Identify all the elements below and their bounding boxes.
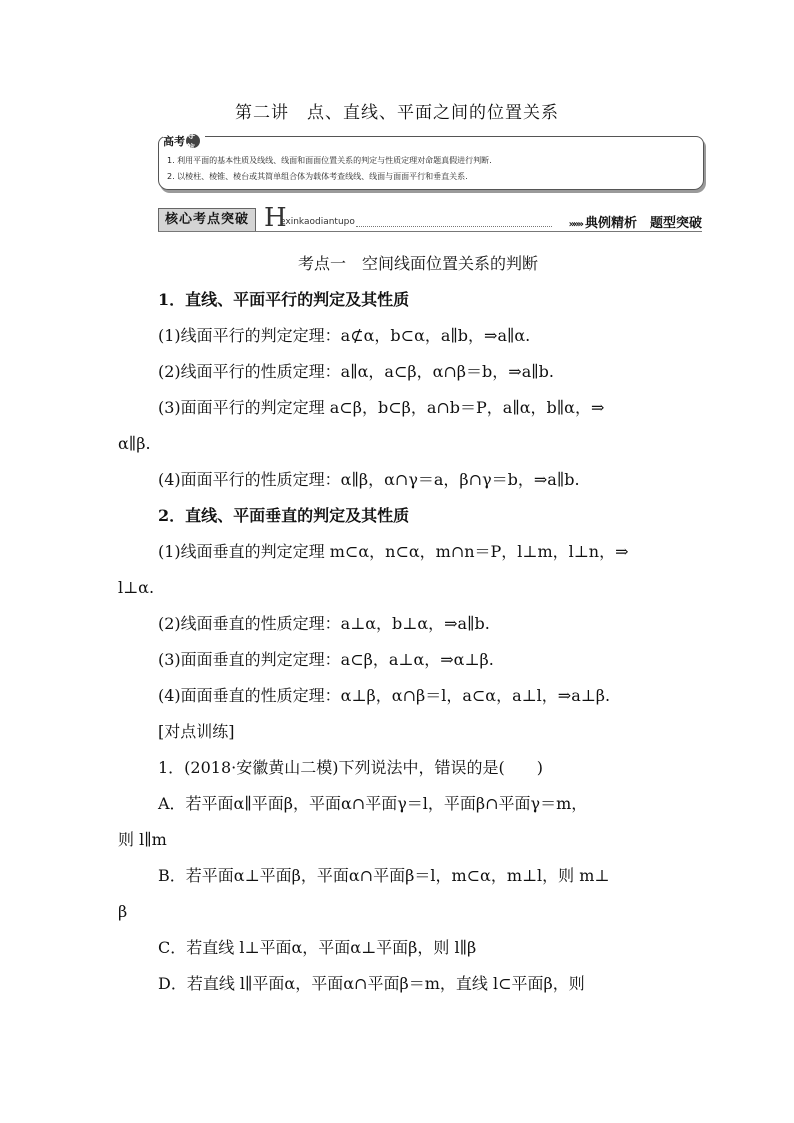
option-d: D．若直线 l∥平面α，平面α∩平面β＝m，直线 l⊂平面β，则 — [158, 974, 585, 993]
option-b: B．若平面α⊥平面β，平面α∩平面β＝l，m⊂α，m⊥l，则 m⊥ — [158, 866, 610, 885]
option-a-cont: 则 l∥m — [118, 830, 167, 849]
option-b-cont: β — [118, 902, 128, 921]
text-line: l⊥α. — [118, 578, 155, 597]
practice-heading: [对点训练] — [158, 722, 235, 741]
banner-rule — [158, 231, 702, 232]
banner-dotted-rule — [356, 226, 552, 227]
gaokao-guide-box — [158, 131, 704, 190]
text-line: (2)线面平行的性质定理：a∥α，a⊂β，α∩β＝b，⇒a∥b. — [158, 362, 554, 381]
section-heading: 考点一 空间线面位置关系的判断 — [297, 254, 538, 273]
text-line: (3)面面垂直的判定定理：a⊂β，a⊥α，⇒α⊥β. — [158, 650, 494, 669]
banner-letter: H — [264, 203, 287, 233]
gaokao-guide-header — [163, 131, 205, 154]
text-line: (1)线面垂直的判定定理 m⊂α，n⊂α，m∩n＝P，l⊥m，l⊥n，⇒ — [158, 542, 629, 561]
chevrons-icon: »»» — [568, 219, 582, 230]
text-line: (2)线面垂直的性质定理：a⊥α，b⊥α，⇒a∥b. — [158, 614, 490, 633]
document-body — [118, 246, 678, 1002]
banner-pinyin: exinkaodiantupo — [280, 217, 355, 227]
text-line: (3)面面平行的判定定理 a⊂β，b⊂β，a∩b＝P，a∥α，b∥α，⇒ — [158, 398, 605, 417]
guide-item-2: 2. 以棱柱、棱锥、棱台或其简单组合体为载体考查线线、线面与面面平行和垂直关系. — [167, 172, 468, 181]
subheading-parallel: 1．直线、平面平行的判定及其性质 — [158, 290, 410, 309]
guide-item-1: 1. 利用平面的基本性质及线线、线面和面面位置关系的判定与性质定理对命题真假进行判断. — [167, 156, 492, 165]
subheading-perpendicular: 2．直线、平面垂直的判定及其性质 — [158, 506, 410, 525]
guide-label-c: 导航 — [186, 134, 200, 148]
question-1: 1．(2018·安徽黄山二模)下列说法中，错误的是( ) — [158, 758, 543, 777]
text-line: (4)面面垂直的性质定理：α⊥β，α∩β＝l，a⊂α，a⊥l，⇒a⊥β. — [158, 686, 611, 705]
section-banner — [158, 203, 702, 233]
guide-label-a: 高 — [163, 135, 174, 148]
text-line: (1)线面平行的判定定理：a⊄α，b⊂α，a∥b，⇒a∥α. — [158, 326, 531, 345]
banner-right-label: 典例精析 题型突破 — [584, 216, 702, 231]
text-line: (4)面面平行的性质定理：α∥β，α∩γ＝a，β∩γ＝b，⇒a∥b. — [158, 470, 580, 489]
banner-right-text — [569, 212, 702, 231]
text-line: α∥β. — [118, 434, 151, 453]
banner-tag: 核心考点突破 — [158, 208, 256, 232]
option-c: C．若直线 l⊥平面α，平面α⊥平面β，则 l∥β — [158, 938, 477, 957]
guide-label-b: 考 — [174, 135, 185, 148]
option-a: A．若平面α∥平面β，平面α∩平面γ＝l，平面β∩平面γ＝m， — [158, 794, 588, 813]
page-title: 第二讲 点、直线、平面之间的位置关系 — [235, 103, 559, 123]
